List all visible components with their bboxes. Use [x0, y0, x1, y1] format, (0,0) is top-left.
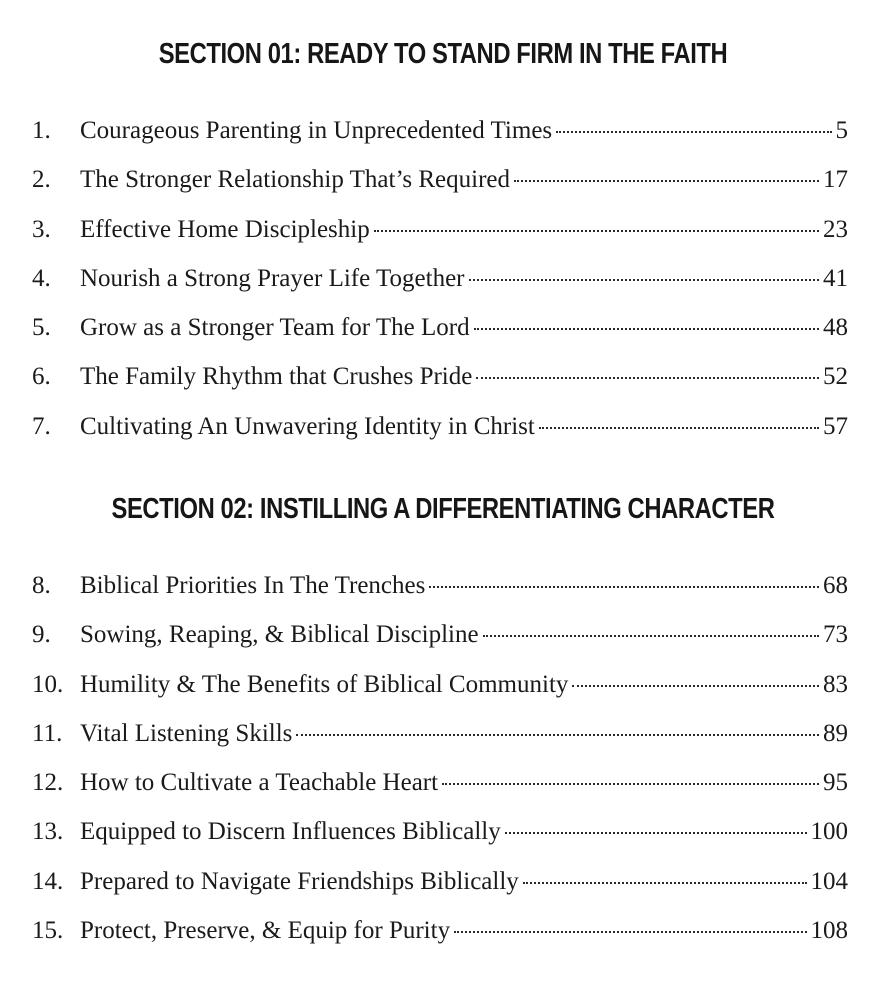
entry-page-number: 100: [810, 818, 848, 846]
entry-page-number: 108: [810, 917, 848, 945]
dot-leader: [514, 162, 819, 187]
entry-title: Prepared to Navigate Friendships Biblically: [80, 867, 519, 895]
section-01-heading: SECTION 01: READY TO STAND FIRM IN THE FAITH: [158, 38, 728, 70]
section-02-list: [32, 561, 848, 955]
toc-entry[interactable]: [32, 303, 848, 352]
section-01-list: [32, 106, 848, 451]
toc-entry[interactable]: [32, 352, 848, 401]
entry-page-number: 104: [810, 867, 848, 895]
entry-title: Vital Listening Skills: [80, 719, 293, 747]
entry-title: Effective Home Discipleship: [80, 215, 370, 243]
toc-entry[interactable]: [32, 610, 848, 659]
entry-number: 7.: [32, 412, 51, 440]
entry-title: The Family Rhythm that Crushes Pride: [80, 363, 473, 391]
entry-title: Nourish a Strong Prayer Life Together: [80, 264, 465, 292]
entry-title: Sowing, Reaping, & Biblical Discipline: [80, 621, 479, 649]
toc-entry[interactable]: [32, 807, 848, 856]
toc-entry[interactable]: [32, 205, 848, 254]
dot-leader: [442, 765, 819, 790]
entry-title: Humility & The Benefits of Biblical Community: [80, 670, 569, 698]
toc-entry[interactable]: [32, 155, 848, 204]
dot-leader: [556, 113, 831, 138]
toc-entry[interactable]: [32, 402, 848, 451]
toc-entry[interactable]: [32, 709, 848, 758]
dot-leader: [523, 864, 807, 889]
dot-leader: [429, 568, 819, 593]
entry-number: 10.: [32, 670, 64, 698]
entry-number: 4.: [32, 264, 51, 292]
entry-page-number: 17: [823, 166, 848, 194]
section-02-heading: SECTION 02: INSTILLING A DIFFERENTIATING CHARACTER: [111, 493, 775, 525]
entry-number: 1.: [32, 117, 51, 144]
entry-page-number: 89: [823, 719, 848, 747]
toc-entry[interactable]: [32, 857, 848, 906]
entry-title: Grow as a Stronger Team for The Lord: [80, 314, 470, 342]
entry-number: 8.: [32, 572, 51, 599]
toc-entry[interactable]: [32, 660, 848, 709]
entry-page-number: 23: [823, 215, 848, 243]
entry-page-number: 83: [823, 670, 848, 698]
dot-leader: [476, 359, 819, 384]
entry-number: 12.: [32, 769, 64, 797]
entry-page-number: 57: [823, 412, 848, 440]
entry-page-number: 95: [823, 769, 848, 797]
entry-title: Protect, Preserve, & Equip for Purity: [80, 917, 451, 945]
dot-leader: [374, 212, 819, 237]
entry-page-number: 52: [823, 363, 848, 391]
entry-title: Courageous Parenting in Unprecedented Times: [80, 117, 553, 144]
dot-leader: [483, 617, 819, 642]
dot-leader: [296, 716, 819, 741]
entry-page-number: 41: [823, 264, 848, 292]
dot-leader: [572, 667, 819, 692]
toc-entry[interactable]: [32, 758, 848, 807]
dot-leader: [454, 913, 806, 938]
entry-number: 9.: [32, 621, 51, 649]
dot-leader: [474, 310, 819, 335]
entry-page-number: 73: [823, 621, 848, 649]
toc-entry[interactable]: [32, 254, 848, 303]
entry-title: How to Cultivate a Teachable Heart: [80, 769, 439, 797]
entry-title: The Stronger Relationship That’s Required: [80, 166, 511, 194]
dot-leader: [505, 814, 807, 839]
entry-page-number: 5: [835, 117, 848, 144]
toc-entry[interactable]: [32, 106, 848, 155]
entry-number: 15.: [32, 917, 64, 945]
dot-leader: [539, 409, 819, 434]
entry-title: Biblical Priorities In The Trenches: [80, 572, 426, 599]
entry-number: 6.: [32, 363, 51, 391]
entry-title: Cultivating An Unwavering Identity in Christ: [80, 412, 535, 440]
toc-entry[interactable]: [32, 906, 848, 955]
entry-number: 11.: [32, 719, 63, 747]
toc-entry[interactable]: [32, 561, 848, 610]
entry-number: 14.: [32, 867, 64, 895]
entry-number: 2.: [32, 166, 51, 194]
entry-title: Equipped to Discern Influences Biblically: [80, 818, 501, 846]
entry-page-number: 68: [823, 572, 848, 599]
entry-number: 5.: [32, 314, 51, 342]
entry-number: 3.: [32, 215, 51, 243]
dot-leader: [469, 261, 820, 286]
entry-number: 13.: [32, 818, 64, 846]
entry-page-number: 48: [823, 314, 848, 342]
